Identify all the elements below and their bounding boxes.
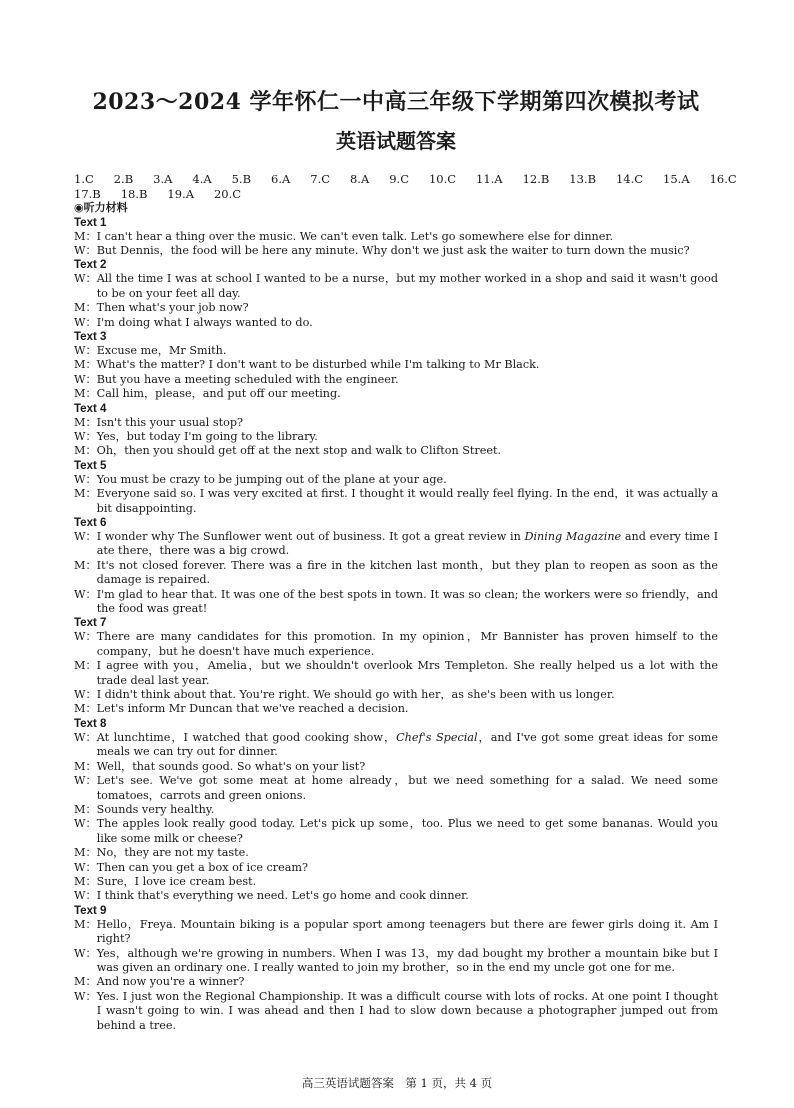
utterance bbox=[97, 588, 718, 617]
utterance-text: The apples look really good today. Let's pick up some，too. Plus we need to get some bananas. Would you like some milk or cheese? bbox=[96, 817, 718, 845]
dialogue-line bbox=[74, 301, 718, 315]
dialogue-line bbox=[74, 244, 718, 258]
text-heading: Text 3 bbox=[74, 330, 107, 343]
utterance-text: Then can you get a box of ice cream? bbox=[96, 860, 309, 874]
speaker-label: W： bbox=[74, 243, 97, 257]
utterance bbox=[97, 358, 718, 372]
dialogue-line bbox=[74, 817, 718, 846]
utterance-text: At lunchtime，I watched that good cooking show， bbox=[96, 730, 397, 744]
speaker-label: M： bbox=[74, 415, 97, 429]
document-page bbox=[74, 88, 737, 1033]
utterance-text: Call him，please，and put off our meeting. bbox=[96, 387, 341, 401]
utterance bbox=[97, 688, 718, 702]
utterance bbox=[97, 387, 718, 401]
dialogue-line bbox=[74, 975, 718, 989]
utterance-text: Let's see. We've got some meat at home already，but we need something for a salad. We need some tomatoes，carrots and green onions. bbox=[96, 774, 718, 802]
dialogue-line bbox=[74, 918, 718, 947]
dialogue-line bbox=[74, 430, 718, 444]
speaker-label: W： bbox=[74, 315, 97, 329]
exam-title: 2023～2024 学年怀仁一中高三年级下学期第四次模拟考试 bbox=[92, 89, 700, 115]
text-heading: Text 8 bbox=[74, 717, 107, 730]
utterance bbox=[97, 889, 718, 903]
text-heading: Text 1 bbox=[74, 216, 107, 229]
answer-row-1: 1.C 2.B 3.A 4.A 5.B 6.A 7.C 8.A 9.C 10.C 11.A 12.B 13.B 14.C 15.A 16.C bbox=[74, 172, 737, 186]
utterance-text: It's not closed forever. There was a fire in the kitchen last month，but they plan to reopen as soon as the damage is repaired. bbox=[96, 558, 718, 587]
utterance bbox=[97, 774, 718, 803]
dialogue-line bbox=[74, 444, 718, 458]
utterance-text: Well，that sounds good. So what's on your list? bbox=[96, 759, 366, 773]
utterance bbox=[97, 731, 718, 760]
utterance-text: And now you're a winner? bbox=[96, 975, 245, 989]
utterance-text: Isn't this your usual stop? bbox=[96, 415, 243, 429]
utterance-text: Then what's your job now? bbox=[96, 301, 249, 315]
utterance-text: I can't hear a thing over the music. We can't even talk. Let's go somewhere else for dinner. bbox=[96, 229, 614, 243]
speaker-label: W： bbox=[74, 860, 97, 874]
utterance-text: But you have a meeting scheduled with the engineer. bbox=[96, 372, 399, 386]
dialogue-line bbox=[74, 774, 718, 803]
answer-row-2: 17.B 18.B 19.A 20.C bbox=[74, 186, 242, 201]
utterance bbox=[97, 817, 718, 846]
utterance-text: I think that's everything we need. Let's go home and cook dinner. bbox=[96, 889, 469, 903]
speaker-label: W： bbox=[74, 429, 97, 443]
text-heading: Text 9 bbox=[74, 904, 107, 917]
utterance-text-continued: and every time I ate there，there was a big crowd. bbox=[96, 530, 719, 558]
speaker-label: M： bbox=[74, 301, 97, 315]
dialogue-line bbox=[74, 803, 718, 817]
utterance-text: Everyone said so. I was very excited at first. I thought it would really feel flying. In the end，it was actually a bit disappointing. bbox=[96, 487, 718, 515]
utterance-text: But Dennis，the food will be here any minute. Why don't we just ask the waiter to turn down the music? bbox=[96, 243, 690, 257]
utterance bbox=[97, 373, 718, 387]
dialogue-line bbox=[74, 630, 718, 659]
italic-title: Chef's Special bbox=[396, 730, 478, 744]
dialogue-line bbox=[74, 373, 718, 387]
speaker-label: M： bbox=[74, 659, 97, 673]
utterance-text: I'm glad to hear that. It was one of the best spots in town. It was so clean; the workers were so friendly，and the food was great! bbox=[96, 587, 718, 616]
dialogue-line bbox=[74, 559, 718, 588]
utterance-text: I'm doing what I always wanted to do. bbox=[96, 315, 313, 329]
speaker-label: W： bbox=[74, 889, 97, 903]
dialogue-line bbox=[74, 990, 718, 1033]
speaker-label: M： bbox=[74, 802, 97, 816]
dialogue-line bbox=[74, 731, 718, 760]
utterance-text: I didn't think about that. You're right. We should go with her，as she's been with us longer. bbox=[96, 688, 615, 702]
utterance bbox=[97, 947, 718, 976]
dialogue-line bbox=[74, 875, 718, 889]
utterance-text: Excuse me，Mr Smith. bbox=[96, 343, 227, 357]
dialogue-line bbox=[74, 272, 718, 301]
utterance-text: I agree with you，Amelia，but we shouldn't overlook Mrs Templeton. She really helped us a lot with the trade deal last year. bbox=[96, 659, 718, 687]
utterance-text: I wonder why The Sunflower went out of business. It got a great review in bbox=[96, 530, 525, 543]
utterance-text: Sounds very healthy. bbox=[96, 802, 215, 816]
utterance bbox=[97, 702, 718, 716]
utterance bbox=[97, 875, 718, 889]
dialogue-line bbox=[74, 702, 718, 716]
dialogue-line bbox=[74, 846, 718, 860]
speaker-label: M： bbox=[74, 358, 97, 372]
dialogue-line bbox=[74, 344, 718, 358]
speaker-label: W： bbox=[74, 989, 97, 1003]
dialogue-line bbox=[74, 947, 718, 976]
speaker-label: M： bbox=[74, 975, 97, 989]
speaker-label: W： bbox=[74, 530, 97, 543]
dialogue-line bbox=[74, 230, 718, 244]
utterance-text: Let's inform Mr Duncan that we've reached a decision. bbox=[96, 702, 409, 716]
dialogue-line bbox=[74, 416, 718, 430]
utterance-text: No，they are not my taste. bbox=[96, 846, 249, 860]
utterance bbox=[97, 316, 718, 330]
speaker-label: M： bbox=[74, 387, 97, 401]
utterance bbox=[97, 659, 718, 688]
speaker-label: W： bbox=[74, 272, 97, 286]
speaker-label: M： bbox=[74, 874, 97, 888]
utterance bbox=[97, 760, 718, 774]
answer-key bbox=[74, 172, 737, 201]
listening-material-heading: ◉听力材料 bbox=[74, 201, 128, 214]
speaker-label: M： bbox=[74, 487, 97, 501]
speaker-label: W： bbox=[74, 774, 97, 788]
utterance bbox=[97, 416, 718, 430]
speaker-label: M： bbox=[74, 444, 97, 458]
text-heading: Text 5 bbox=[74, 459, 107, 472]
utterance bbox=[97, 473, 718, 487]
utterance-text: There are many candidates for this promotion. In my opinion，Mr Bannister has proven himself to the company，but he doesn't have much experience. bbox=[96, 630, 718, 658]
text-heading: Text 6 bbox=[74, 517, 107, 529]
utterance bbox=[97, 803, 718, 817]
utterance bbox=[97, 861, 718, 875]
dialogue-line bbox=[74, 530, 718, 559]
utterance bbox=[97, 272, 718, 301]
utterance bbox=[97, 918, 718, 947]
speaker-label: W： bbox=[74, 688, 97, 702]
utterance bbox=[97, 630, 718, 659]
speaker-label: M： bbox=[74, 759, 97, 773]
page-footer: 高三英语试题答案 第 1 页，共 4 页 bbox=[301, 1076, 493, 1090]
utterance bbox=[97, 430, 718, 444]
utterance-text-continued: ，and I've got some great ideas for some meals we can try out for dinner. bbox=[96, 730, 718, 759]
utterance bbox=[97, 444, 718, 458]
utterance bbox=[97, 244, 718, 258]
answer-key-title: 英语试题答案 bbox=[336, 129, 456, 153]
dialogue-line bbox=[74, 387, 718, 401]
speaker-label: M： bbox=[74, 846, 97, 860]
dialogue-line bbox=[74, 588, 718, 617]
utterance-text: All the time I was at school I wanted to be a nurse，but my mother worked in a shop and said it wasn't good to be on your feet all day. bbox=[96, 272, 718, 300]
utterance-text: Yes，but today I'm going to the library. bbox=[96, 429, 318, 443]
utterance-text: Hello，Freya. Mountain biking is a popular sport among teenagers but there are fewer girls doing it. Am I right? bbox=[96, 917, 718, 946]
speaker-label: W： bbox=[74, 343, 97, 357]
speaker-label: M： bbox=[74, 558, 97, 572]
dialogue-line bbox=[74, 861, 718, 875]
speaker-label: W： bbox=[74, 817, 97, 831]
utterance bbox=[97, 990, 718, 1033]
speaker-label: W： bbox=[74, 730, 97, 744]
listening-transcripts bbox=[74, 216, 718, 1034]
utterance-text: Yes，although we're growing in numbers. When I was 13，my dad bought my brother a mountain bike but I was given an ordinary one. I really wanted to join my brother，so in the end my uncle got one for me. bbox=[96, 946, 718, 974]
dialogue-line bbox=[74, 487, 718, 516]
dialogue-line bbox=[74, 760, 718, 774]
utterance-text: You must be crazy to be jumping out of the plane at your age. bbox=[96, 472, 447, 486]
text-heading: Text 2 bbox=[74, 259, 107, 272]
utterance-text: What's the matter? I don't want to be disturbed while I'm talking to Mr Black. bbox=[96, 358, 540, 372]
dialogue-line bbox=[74, 473, 718, 487]
utterance bbox=[97, 301, 718, 315]
utterance bbox=[97, 846, 718, 860]
utterance bbox=[97, 530, 718, 559]
utterance-text: Yes. I just won the Regional Championship. It was a difficult course with lots of rocks. At one point I thought I wasn't going to win. I was ahead and then I had to slow down because a photographer jumped out from behind a tree. bbox=[96, 989, 718, 1032]
speaker-label: W： bbox=[74, 372, 97, 386]
speaker-label: W： bbox=[74, 587, 97, 601]
utterance-text: Oh，then you should get off at the next stop and walk to Clifton Street. bbox=[96, 444, 502, 458]
text-heading: Text 4 bbox=[74, 402, 107, 415]
utterance bbox=[97, 344, 718, 358]
utterance bbox=[97, 487, 718, 516]
speaker-label: W： bbox=[74, 472, 97, 486]
speaker-label: W： bbox=[74, 630, 97, 644]
dialogue-line bbox=[74, 316, 718, 330]
utterance bbox=[97, 230, 718, 244]
utterance-text: Sure，I love ice cream best. bbox=[96, 874, 257, 888]
utterance bbox=[97, 975, 718, 989]
speaker-label: M： bbox=[74, 917, 97, 931]
text-heading: Text 7 bbox=[74, 617, 107, 630]
dialogue-line bbox=[74, 659, 718, 688]
speaker-label: M： bbox=[74, 702, 97, 716]
speaker-label: W： bbox=[74, 946, 97, 960]
italic-title: Dining Magazine bbox=[524, 530, 622, 543]
dialogue-line bbox=[74, 889, 718, 903]
utterance bbox=[97, 559, 718, 588]
dialogue-line bbox=[74, 358, 718, 372]
dialogue-line bbox=[74, 688, 718, 702]
speaker-label: M： bbox=[74, 229, 97, 243]
